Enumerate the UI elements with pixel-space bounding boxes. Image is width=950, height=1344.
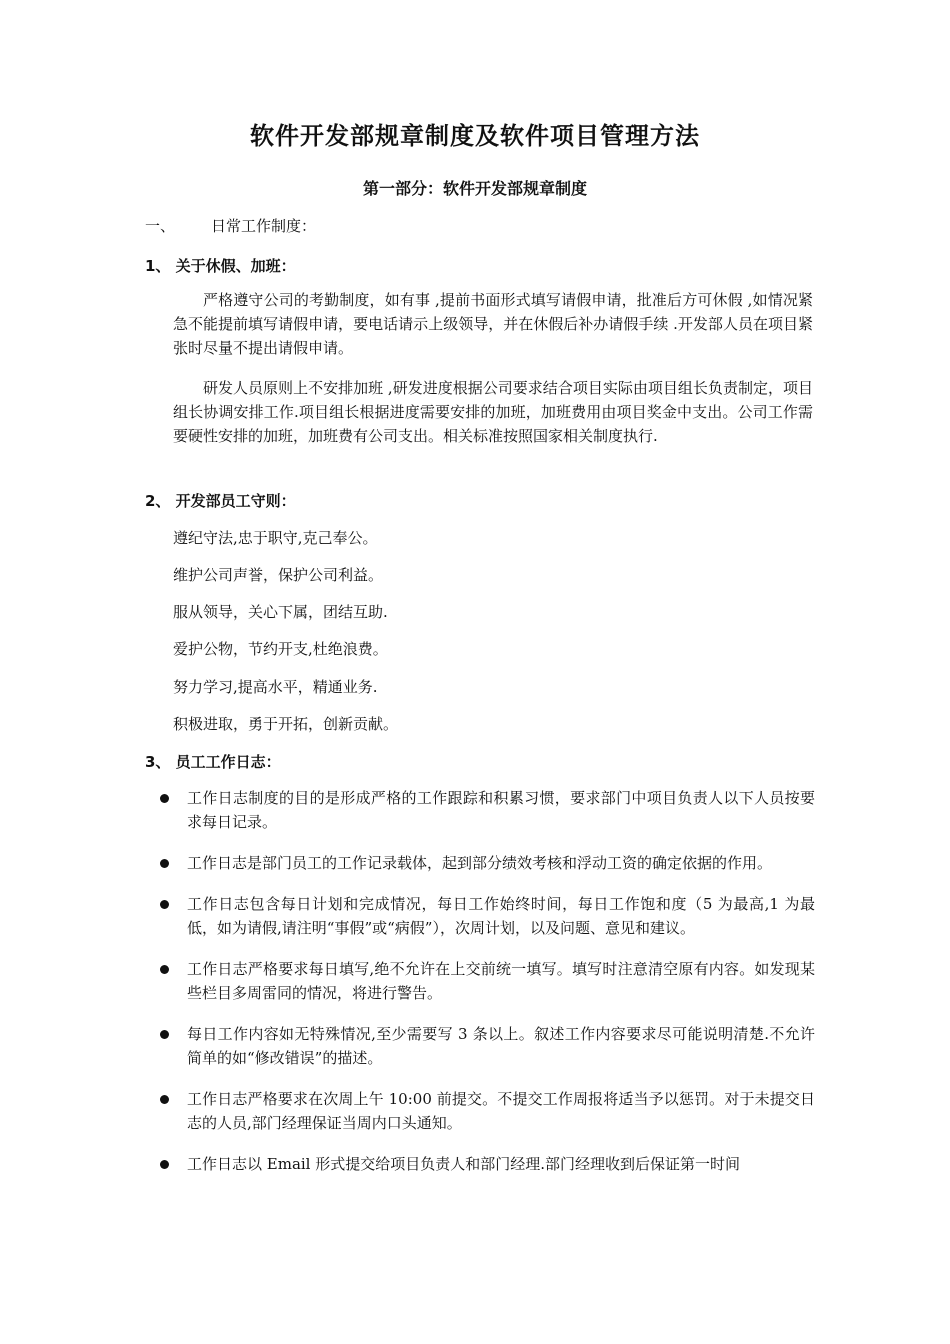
bullet-text: 工作日志是部门员工的工作记录载体，起到部分绩效考核和浮动工资的确定依据的作用。 [187,854,773,872]
section-label: 日常工作制度： [211,217,317,235]
part-title: 第一部分：软件开发部规章制度 [362,179,587,198]
bullet-icon [160,965,169,974]
rule-item: 积极进取，勇于开拓，创新贡献。 [173,715,399,733]
subsection-heading-worklog: 3、 员工工作日志： [145,753,281,771]
paragraph-leave: 严格遵守公司的考勤制度，如有事 ,提前书面形式填写请假申请，批准后方可休假 ,如情况紧急不能提前填写请假申请，要电话请示上级领导，并在休假后补办请假手续 .开发部人员在项目紧张时尽量不提出请假申请。 [173,291,813,357]
bullet-text: 工作日志严格要求每日填写,绝不允许在上交前统一填写。填写时注意清空原有内容。如发现某些栏目多周雷同的情况，将进行警告。 [187,960,815,1002]
section-heading-1 [145,215,316,236]
subsection-heading-leave: 1、 关于休假、加班： [145,257,296,275]
rule-item: 努力学习,提高水平，精通业务. [173,678,378,696]
bullet-text: 工作日志制度的目的是形成严格的工作跟踪和积累习惯，要求部门中项目负责人以下人员按要求每日记录。 [187,789,815,831]
paragraph-overtime: 研发人员原则上不安排加班 ,研发进度根据公司要求结合项目实际由项目组长负责制定，项目组长协调安排工作.项目组长根据进度需要安排的加班，加班费用由项目奖金中支出。公司工作需要硬性安排的加班，加班费有公司支出。相关标准按照国家相关制度执行. [173,379,813,445]
section-number: 一、 [145,217,176,235]
bullet-text: 工作日志包含每日计划和完成情况，每日工作始终时间，每日工作饱和度（5 为最高,1 为最低，如为请假,请注明“事假”或“病假”），次周计划，以及问题、意见和建议。 [187,895,815,937]
rule-item: 服从领导，关心下属，团结互助. [173,603,388,621]
worklog-bullet-list [155,786,815,1193]
subsection-heading-rules: 2、 开发部员工守则： [145,492,296,510]
document-title: 软件开发部规章制度及软件项目管理方法 [250,122,700,150]
bullet-text: 工作日志严格要求在次周上午 10:00 前提交。不提交工作周报将适当予以惩罚。对于未提交日志的人员,部门经理保证当周内口头通知。 [187,1090,815,1132]
bullet-icon [160,794,169,803]
rule-item: 维护公司声誉，保护公司利益。 [173,566,384,584]
rule-item: 遵纪守法,忠于职守,克己奉公。 [173,529,378,547]
list-item [155,1022,815,1070]
list-item [155,786,815,834]
list-item [155,1087,815,1135]
list-item [155,851,815,875]
list-item [155,957,815,1005]
bullet-icon [160,859,169,868]
bullet-text: 工作日志以 Email 形式提交给项目负责人和部门经理.部门经理收到后保证第一时间 [187,1155,741,1173]
bullet-icon [160,1095,169,1104]
bullet-icon [160,1160,169,1169]
bullet-text: 每日工作内容如无特殊情况,至少需要写 3 条以上。叙述工作内容要求尽可能说明清楚.不允许简单的如“修改错误”的描述。 [187,1025,815,1067]
list-item [155,1152,815,1176]
bullet-icon [160,900,169,909]
bullet-icon [160,1030,169,1039]
list-item [155,892,815,940]
rule-item: 爱护公物，节约开支,杜绝浪费。 [173,640,388,658]
